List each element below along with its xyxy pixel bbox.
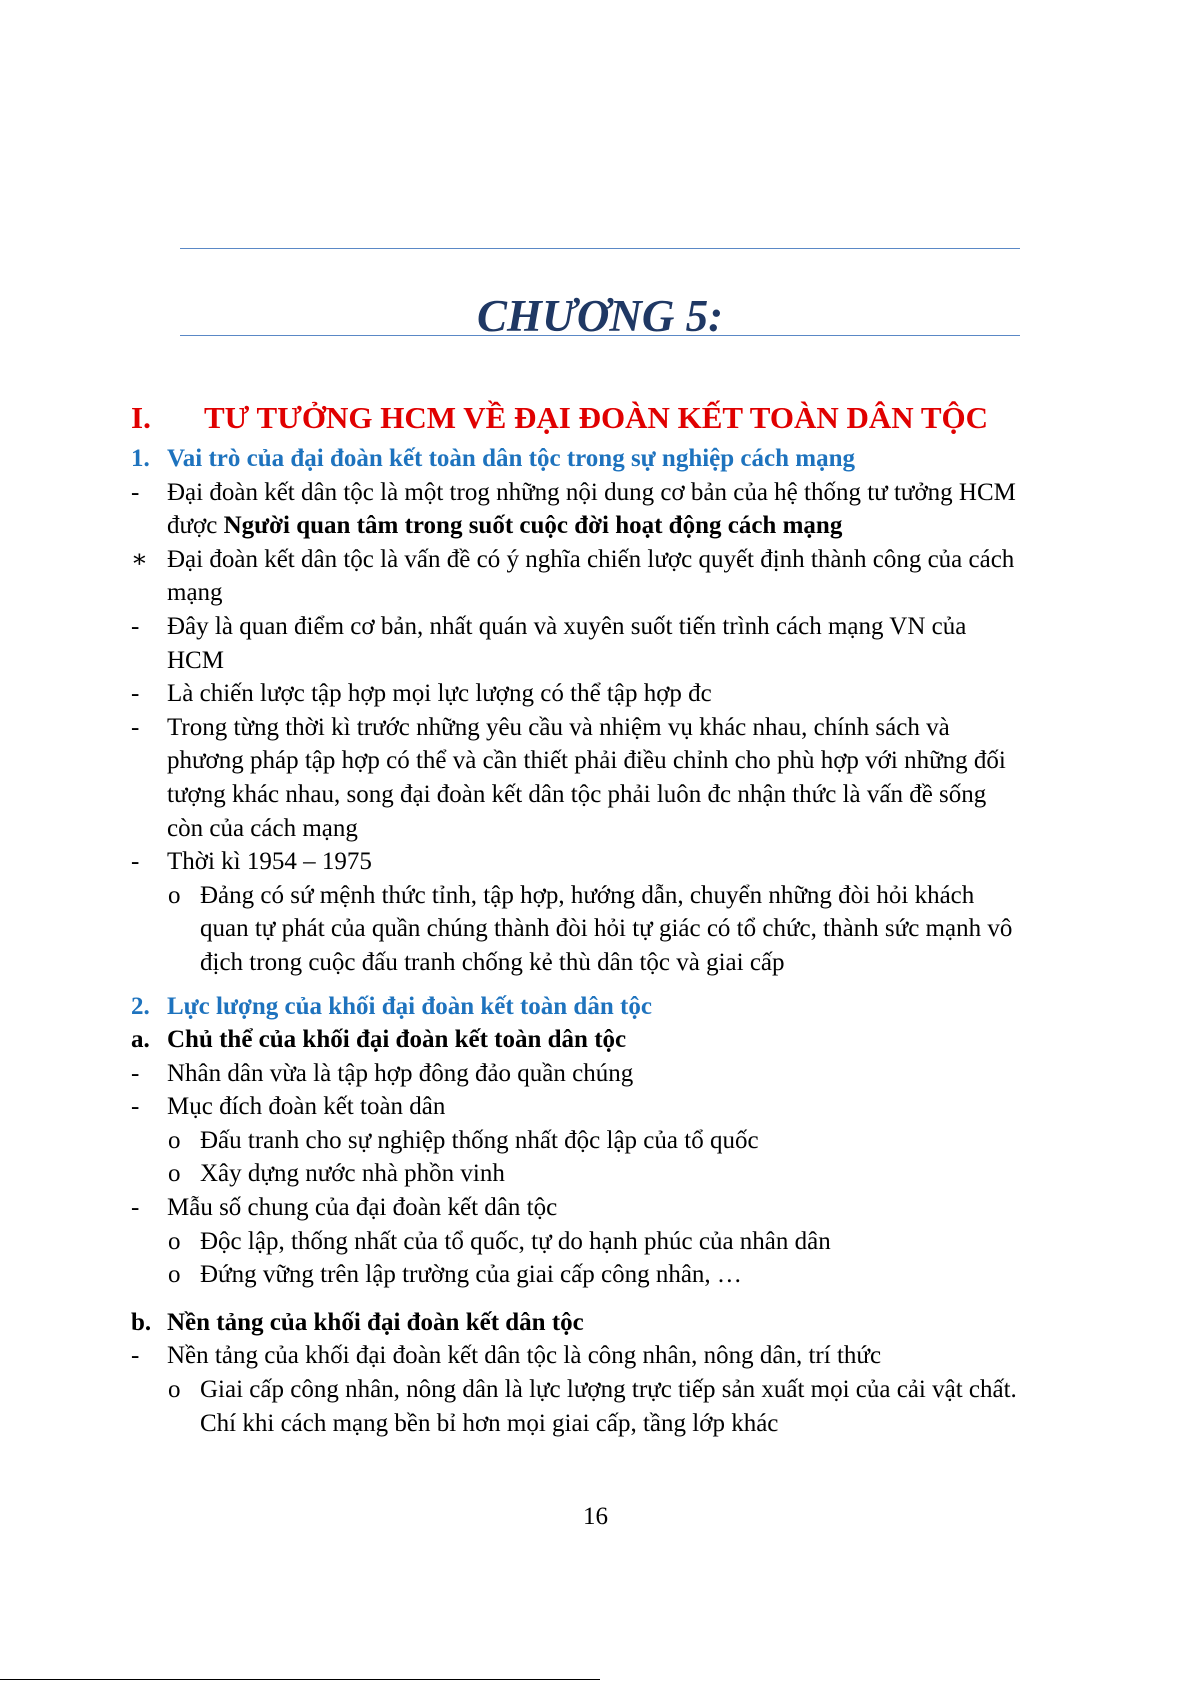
subsection-1-title: Vai trò của đại đoàn kết toàn dân tộc trong sự nghiệp cách mạng <box>167 445 856 472</box>
circle-bullet: o <box>168 1126 181 1154</box>
page-number: 16 <box>583 1503 608 1530</box>
text-line: Nền tảng của khối đại đoàn kết dân tộc là công nhân, nông dân, trí thức <box>167 1342 882 1370</box>
sub-list-item-cont <box>131 1407 1101 1441</box>
text-line: Đại đoàn kết dân tộc là một trog những nội dung cơ bản của hệ thống tư tưởng HCM <box>167 478 1016 506</box>
text-line: Là chiến lược tập hợp mọi lực lượng có thể tập hợp đc <box>167 680 712 708</box>
circle-bullet: o <box>168 1160 181 1188</box>
footer-rule <box>0 1679 600 1680</box>
list-item <box>131 1191 1101 1225</box>
dash-bullet: - <box>131 680 140 708</box>
text-line: Thời kì 1954 – 1975 <box>167 848 372 876</box>
circle-bullet: o <box>168 1227 181 1255</box>
text-line: địch trong cuộc đấu tranh chống kẻ thù dân tộc và giai cấp <box>200 948 785 976</box>
text-line: HCM <box>167 646 224 674</box>
list-item-cont <box>131 576 1101 610</box>
subsection-b-heading <box>131 1306 1101 1340</box>
text-line: được <box>167 512 224 540</box>
section-heading <box>131 396 1101 440</box>
subsection-a-title: Chủ thể của khối đại đoàn kết toàn dân tộc <box>167 1026 627 1054</box>
list-item <box>131 677 1101 711</box>
dash-bullet: - <box>131 1059 140 1087</box>
dash-bullet: - <box>131 612 140 640</box>
list-item-cont <box>131 744 1101 778</box>
list-item <box>131 711 1101 745</box>
list-item <box>131 1090 1101 1124</box>
sub-list-item-cont <box>131 946 1101 980</box>
list-item <box>131 1339 1101 1373</box>
list-item-cont <box>131 778 1101 812</box>
circle-bullet: o <box>168 1376 181 1404</box>
text-line: Nhân dân vừa là tập hợp đông đảo quần chúng <box>167 1059 634 1087</box>
dash-bullet: - <box>131 713 140 741</box>
text-line: Giai cấp công nhân, nông dân là lực lượng trực tiếp sản xuất mọi của cải vật chất. <box>200 1376 1017 1404</box>
text-line: Đảng có sứ mệnh thức tỉnh, tập hợp, hướng dẫn, chuyển những đòi hỏi khách <box>200 881 975 909</box>
sub-list-item <box>131 879 1101 913</box>
text-line: Đây là quan điểm cơ bản, nhất quán và xuyên suốt tiến trình cách mạng VN của <box>167 612 967 640</box>
list-item-cont <box>131 812 1101 846</box>
chapter-title: CHƯƠNG 5: <box>476 291 724 341</box>
bold-text: Người quan tâm trong suốt cuộc đời hoạt động cách mạng <box>223 512 843 540</box>
subsection-2-number: 2. <box>131 992 150 1020</box>
dash-bullet: - <box>131 1194 140 1222</box>
list-item <box>131 476 1101 510</box>
text-line: Xây dựng nước nhà phồn vinh <box>200 1160 505 1188</box>
sub-list-item <box>131 1124 1101 1158</box>
list-item <box>131 845 1101 879</box>
dash-bullet: - <box>131 1093 140 1121</box>
dash-bullet: - <box>131 478 140 506</box>
sub-list-item <box>131 1157 1101 1191</box>
top-rule <box>180 248 1020 249</box>
sub-list-item <box>131 1225 1101 1259</box>
subsection-2-heading <box>131 990 1101 1024</box>
text-line: Trong từng thời kì trước những yêu cầu và nhiệm vụ khác nhau, chính sách và <box>167 713 950 741</box>
subsection-b-title: Nền tảng của khối đại đoàn kết dân tộc <box>167 1308 584 1336</box>
subsection-2-title: Lực lượng của khối đại đoàn kết toàn dân tộc <box>167 992 652 1020</box>
text-line: Chí khi cách mạng bền bỉ hơn mọi giai cấp, tầng lớp khác <box>200 1409 779 1437</box>
subsection-1-heading <box>131 442 1101 476</box>
list-item <box>131 1057 1101 1091</box>
text-line: Đại đoàn kết dân tộc là vấn đề có ý nghĩa chiến lược quyết định thành công của cách <box>167 545 1015 573</box>
subsection-1-number: 1. <box>131 445 150 472</box>
sub-list-item-cont <box>131 912 1101 946</box>
sub-list-item <box>131 1258 1101 1292</box>
text-line: Đứng vững trên lập trường của giai cấp công nhân, … <box>200 1261 742 1289</box>
text-line: còn của cách mạng <box>167 814 358 842</box>
page-content <box>131 396 1101 1440</box>
list-item-cont <box>131 509 1101 543</box>
subsection-b-label: b. <box>131 1308 152 1336</box>
list-item <box>131 610 1101 644</box>
star-bullet: ∗ <box>131 545 148 573</box>
circle-bullet: o <box>168 881 181 909</box>
text-line: phương pháp tập hợp có thể và cần thiết phải điều chỉnh cho phù hợp với những đối <box>167 747 1006 775</box>
sub-list-item <box>131 1373 1101 1407</box>
text-line: quan tự phát của quần chúng thành đòi hỏi tự giác có tổ chức, thành sức mạnh vô <box>200 915 1013 943</box>
text-line: tượng khác nhau, song đại đoàn kết dân tộc phải luôn đc nhận thức là vấn đề sống <box>167 780 987 808</box>
dash-bullet: - <box>131 848 140 876</box>
subsection-a-label: a. <box>131 1026 150 1054</box>
section-number: I. <box>131 400 151 435</box>
text-line: Đấu tranh cho sự nghiệp thống nhất độc lập của tổ quốc <box>200 1126 759 1154</box>
text-line: mạng <box>167 579 223 607</box>
text-line: Độc lập, thống nhất của tổ quốc, tự do hạnh phúc của nhân dân <box>200 1227 831 1255</box>
list-item-cont <box>131 644 1101 678</box>
circle-bullet: o <box>168 1261 181 1289</box>
section-title: TƯ TƯỞNG HCM VỀ ĐẠI ĐOÀN KẾT TOÀN DÂN TỘC <box>204 400 989 435</box>
dash-bullet: - <box>131 1342 140 1370</box>
text-line: Mục đích đoàn kết toàn dân <box>167 1093 446 1121</box>
subsection-a-heading <box>131 1023 1101 1057</box>
list-item <box>131 543 1101 577</box>
text-line: Mẫu số chung của đại đoàn kết dân tộc <box>167 1194 558 1222</box>
bottom-rule <box>180 335 1020 336</box>
